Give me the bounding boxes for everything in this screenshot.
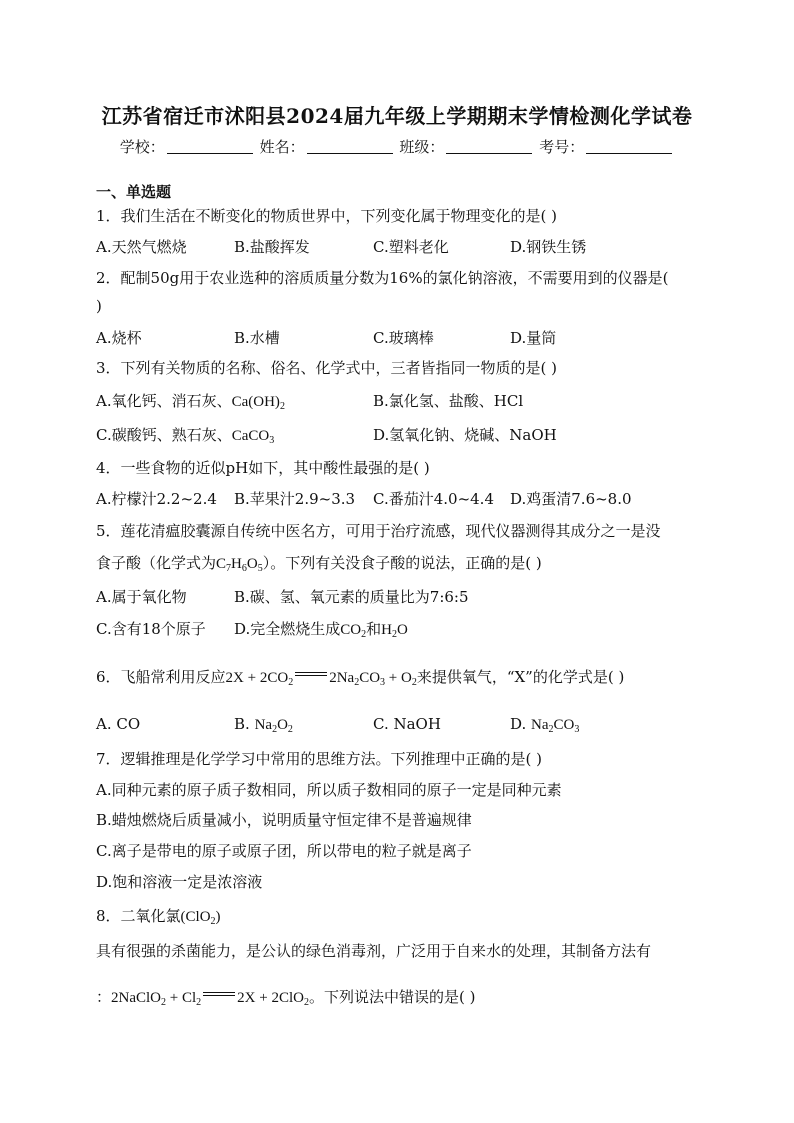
q7-option-b[interactable]: B.蜡烛燃烧后质量减小，说明质量守恒定律不是普遍规律 — [96, 811, 472, 829]
q3-stem: 3．下列有关物质的名称、俗名、化学式中，三者皆指同一物质的是( ) — [96, 359, 558, 377]
q5-stem-cont-a: 食子酸（化学式为 — [96, 554, 217, 572]
q3-options-row2 — [96, 424, 696, 446]
q5-option-d[interactable] — [234, 618, 408, 639]
q8-line3-b: 。下列说法中错误的是( ) — [308, 988, 476, 1006]
q5-option-b[interactable]: B.碳、氢、氧元素的质量比为7:6:5 — [234, 588, 469, 606]
q5-option-d-text2: 和 — [366, 620, 382, 638]
q3-option-c-formula: CaCO$_3$ — [231, 428, 275, 446]
q6-option-b-formula: $Na_2O_2$ — [254, 717, 293, 735]
q6-option-c[interactable]: C. NaOH — [373, 715, 441, 733]
q2-option-d[interactable]: D.量筒 — [510, 329, 557, 347]
q5-option-c[interactable]: C.含有18个原子 — [96, 620, 206, 638]
q6-option-b-label: B. — [234, 715, 255, 733]
q1-option-d[interactable]: D.钢铁生锈 — [510, 238, 587, 256]
equals-sign — [295, 671, 327, 679]
q1-option-c[interactable]: C.塑料老化 — [373, 238, 449, 256]
name-blank[interactable] — [307, 139, 393, 154]
q3-option-c-text: C.碳酸钙、熟石灰、 — [96, 426, 232, 444]
q8-line3-a: ： — [96, 988, 112, 1006]
q6-option-b[interactable] — [234, 715, 293, 734]
q7-option-a[interactable]: A.同种元素的原子质子数相同，所以质子数相同的原子一定是同种元素 — [96, 781, 562, 799]
class-label: 班级： — [399, 138, 445, 156]
school-label: 学校： — [119, 138, 165, 156]
q6-stem — [96, 666, 624, 687]
q4-stem: 4．一些食物的近似pH如下，其中酸性最强的是( ) — [96, 459, 430, 477]
q3-option-a-formula: $Ca(OH)_2$ — [231, 394, 285, 412]
q6-option-a[interactable]: A. CO — [96, 715, 141, 733]
q5-stem: 5．莲花清瘟胶囊源自传统中医名方，可用于治疗流感，现代仪器测得其成分之一是没 — [96, 522, 661, 540]
q6-option-d-formula: $Na_2CO_3$ — [531, 717, 580, 735]
q6-options — [96, 715, 696, 737]
class-blank[interactable] — [446, 139, 532, 154]
q4-option-c[interactable]: C.番茄汁4.0~4.4 — [373, 490, 494, 508]
q8-line2: 具有很强的杀菌能力，是公认的绿色消毒剂，广泛用于自来水的处理，其制备方法有 — [96, 942, 652, 960]
q2-stem: 2．配制50g用于农业选种的溶质质量分数为16%的氯化钠溶液，不需要用到的仪器是( — [96, 269, 669, 287]
q2-option-c[interactable]: C.玻璃棒 — [373, 329, 434, 347]
q1-option-a[interactable]: A.天然气燃烧 — [96, 238, 187, 256]
q4-option-a[interactable]: A.柠檬汁2.2~2.4 — [96, 490, 217, 508]
q2-option-b[interactable]: B.水槽 — [234, 329, 280, 347]
q4-option-b[interactable]: B.苹果汁2.9~3.3 — [234, 490, 356, 508]
section-heading: 一、单选题 — [96, 183, 172, 201]
q5-option-d-co2: $CO_2$ — [340, 622, 367, 640]
q8-line3 — [96, 986, 475, 1007]
q6-option-d[interactable] — [510, 715, 579, 734]
q3-option-b[interactable]: B.氯化氢、盐酸、HCl — [373, 392, 524, 410]
q3-option-a[interactable] — [96, 390, 285, 411]
q1-option-b[interactable]: B.盐酸挥发 — [234, 238, 310, 256]
q1-options — [96, 236, 696, 256]
q5-stem-cont-b: ）。下列有关没食子酸的说法，正确的是( ) — [262, 554, 542, 572]
q5-option-d-text1: D.完全燃烧生成 — [234, 620, 341, 638]
q5-options-row2 — [96, 618, 696, 640]
q8-equation: 2NaClO$_2$ + $Cl_2$ 2X + 2ClO$_2$ — [111, 990, 309, 1008]
q2-option-a[interactable]: A.烧杯 — [96, 329, 142, 347]
q6-stem-b: 来提供氧气，“X”的化学式是( ) — [416, 668, 625, 686]
q3-option-d[interactable]: D.氢氧化钠、烧碱、NaOH — [373, 426, 557, 444]
q5-options-row1 — [96, 586, 696, 606]
number-label: 考号： — [539, 138, 585, 156]
q5-stem-cont — [96, 552, 542, 573]
q3-options-row1 — [96, 390, 696, 412]
name-label: 姓名： — [259, 138, 305, 156]
q4-options — [96, 488, 696, 508]
q1-stem: 1．我们生活在不断变化的物质世界中，下列变化属于物理变化的是( ) — [96, 207, 558, 225]
q7-option-c[interactable]: C.离子是带电的原子或原子团，所以带电的粒子就是离子 — [96, 842, 472, 860]
equals-sign — [203, 991, 235, 999]
q8-stem-text: 8．二氧化氯 — [96, 907, 181, 925]
q3-option-c[interactable] — [96, 424, 274, 445]
q5-option-d-h2o: $H_2O$ — [381, 622, 408, 640]
q8-stem — [96, 905, 221, 926]
q6-equation: $2X + 2CO_2$ $2Na_2CO_3 + O_2$ — [225, 670, 417, 688]
page-title: 江苏省宿迁市沭阳县2024届九年级上学期期末学情检测化学试卷 — [101, 104, 693, 128]
q5-option-a[interactable]: A.属于氧化物 — [96, 588, 187, 606]
q2-stem-cont: ) — [96, 297, 102, 315]
q3-option-a-text: A.氧化钙、消石灰、 — [96, 392, 232, 410]
q2-options — [96, 327, 696, 347]
q7-stem: 7．逻辑推理是化学学习中常用的思维方法。下列推理中正确的是( ) — [96, 750, 543, 768]
q4-option-d[interactable]: D.鸡蛋清7.6~8.0 — [510, 490, 632, 508]
q7-option-d[interactable]: D.饱和溶液一定是浓溶液 — [96, 873, 263, 891]
q5-formula: $C_7H_6O_5$ — [216, 556, 263, 574]
q8-clo2: (ClO$_2$) — [180, 909, 221, 927]
q6-option-d-label: D. — [510, 715, 532, 733]
student-info-row — [0, 136, 794, 157]
number-blank[interactable] — [586, 139, 672, 154]
q6-stem-a: 6．飞船常利用反应 — [96, 668, 226, 686]
school-blank[interactable] — [167, 139, 253, 154]
